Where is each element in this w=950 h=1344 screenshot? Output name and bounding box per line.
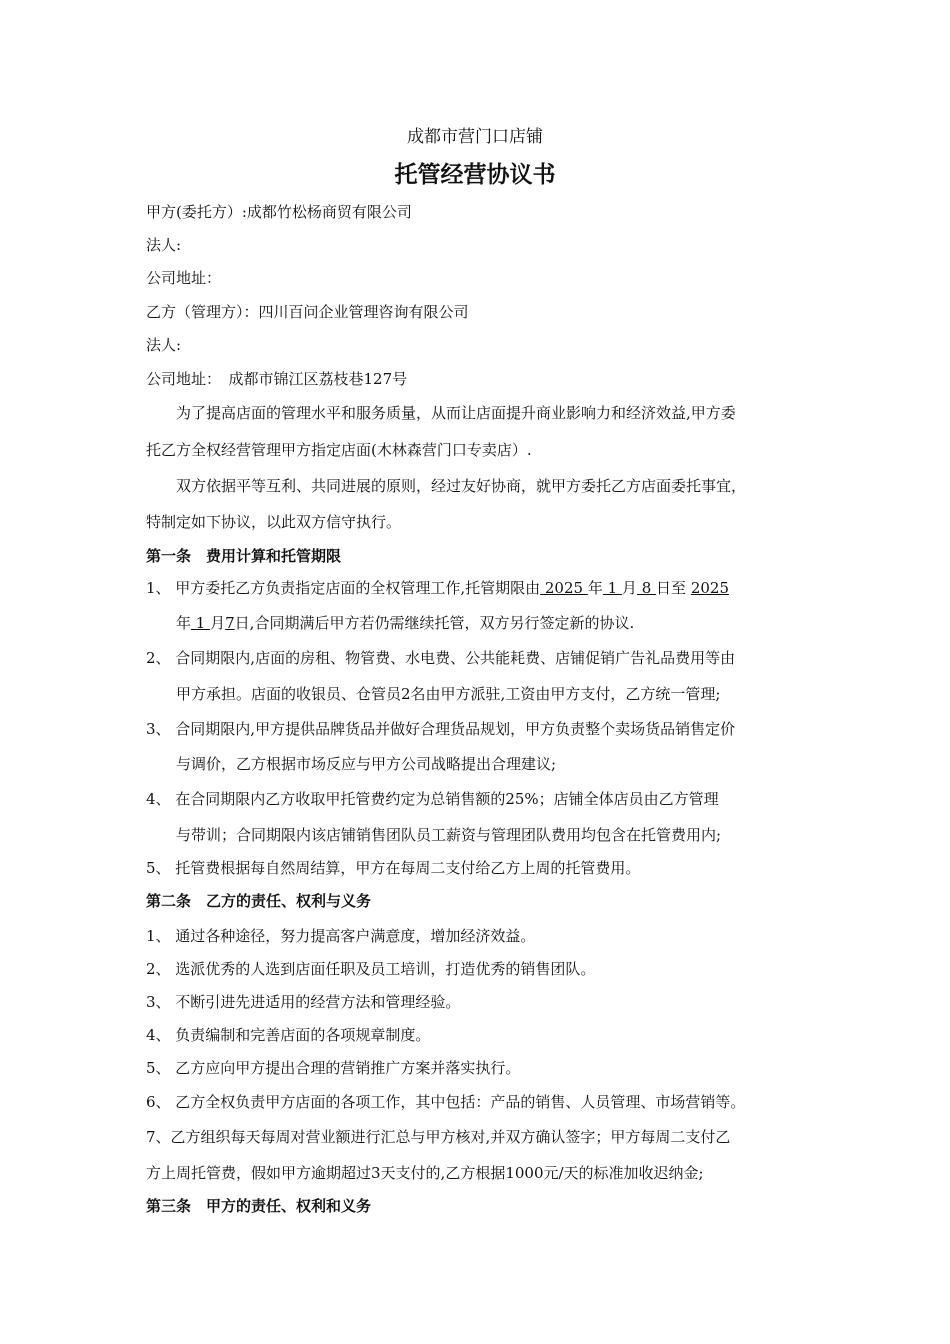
party-a-legal: 法人:	[146, 236, 182, 254]
intro-paragraph-1a: 为了提高店面的管理水平和服务质量，从而让店面提升商业影响力和经济效益,甲方委	[176, 404, 736, 422]
article-2-item-2: 2、 选派优秀的人选到店面任职及员工培训，打造优秀的销售团队。	[146, 960, 596, 978]
document-title: 托管经营协议书	[394, 162, 556, 188]
intro-paragraph-1b: 托乙方全权经营管理甲方指定店面(木林森营门口专卖店）.	[146, 441, 532, 459]
party-b: 乙方（管理方）：四川百问企业管理咨询有限公司	[146, 303, 469, 321]
end-year: 2025	[690, 579, 729, 597]
article-1-item-3b: 与调价，乙方根据市场反应与甲方公司战略提出合理建议;	[176, 755, 557, 773]
intro-paragraph-2b: 特制定如下协议，以此双方信守执行。	[146, 513, 402, 531]
article-1-item-4b: 与带训；合同期限内该店铺销售团队员工薪资与管理团队费用均包含在托管费用内;	[176, 826, 722, 844]
article-1-item-3a: 3、 合同期限内,甲方提供品牌货品并做好合理货品规划，甲方负责整个卖场货品销售定价	[146, 720, 736, 738]
article-2-item-4: 4、 负责编制和完善店面的各项规章制度。	[146, 1026, 431, 1044]
article-1-heading: 第一条 费用计算和托管期限	[146, 547, 342, 565]
article-2-item-5: 5、 乙方应向甲方提出合理的营销推广方案并落实执行。	[146, 1059, 521, 1077]
start-year: 2025	[540, 579, 588, 597]
article-1-item-1a	[146, 578, 816, 598]
document-subtitle: 成都市营门口店铺	[407, 127, 543, 147]
article-1-item-5: 5、 托管费根据每自然周结算，甲方在每周二支付给乙方上周的托管费用。	[146, 859, 641, 877]
article-1-item-2b: 甲方承担。店面的收银员、仓管员2名由甲方派驻,工资由甲方支付，乙方统一管理;	[176, 685, 721, 703]
article-2-heading: 第二条 乙方的责任、权利与义务	[146, 892, 372, 910]
article-1-item-1b	[176, 613, 846, 633]
party-b-legal: 法人:	[146, 336, 182, 354]
article-2-item-3: 3、 不断引进先进适用的经营方法和管理经验。	[146, 993, 461, 1011]
article-2-item-7a: 7、乙方组织每天每周对营业额进行汇总与甲方核对,并双方确认签字；甲方每周二支付乙	[146, 1128, 731, 1146]
start-day: 8	[636, 579, 657, 597]
item-1-prefix: 1、 甲方委托乙方负责指定店面的全权管理工作,托管期限由	[146, 579, 541, 597]
intro-paragraph-2a: 双方依据平等互利、共同进展的原则，经过友好协商，就甲方委托乙方店面委托事宜，	[176, 477, 747, 495]
item-1-suffix: 日,合同期满后甲方若仍需继续托管，双方另行签定新的协议.	[234, 614, 635, 632]
party-b-address: 公司地址： 成都市锦江区荔枝巷127号	[146, 370, 408, 388]
end-month-label: 月	[210, 614, 226, 632]
article-2-item-6: 6、 乙方全权负责甲方店面的各项工作，其中包括：产品的销售、人员管理、市场营销等。	[146, 1093, 746, 1111]
party-a-address: 公司地址：	[146, 269, 222, 287]
article-1-item-4a: 4、 在合同期限内乙方收取甲托管费约定为总销售额的25%；店铺全体店员由乙方管理	[146, 790, 719, 808]
article-3-heading: 第三条 甲方的责任、权利和义务	[146, 1197, 372, 1215]
article-2-item-7b: 方上周托管费，假如甲方逾期超过3天支付的,乙方根据1000元/天的标准加收迟纳金;	[146, 1164, 704, 1182]
end-year-label: 年	[176, 614, 192, 632]
start-month: 1	[602, 579, 622, 597]
article-1-item-2a: 2、 合同期限内,店面的房租、物管费、水电费、公共能耗费、店铺促销广告礼品费用等由	[146, 649, 736, 667]
year-label: 年	[587, 579, 603, 597]
end-day: 7	[225, 614, 235, 632]
day-to: 日至	[656, 579, 691, 597]
party-a: 甲方(委托方）:成都竹松杨商贸有限公司	[146, 203, 412, 221]
month-label: 月	[621, 579, 637, 597]
article-2-item-1: 1、 通过各种途径，努力提高客户满意度，增加经济效益。	[146, 927, 536, 945]
end-month: 1	[191, 614, 211, 632]
